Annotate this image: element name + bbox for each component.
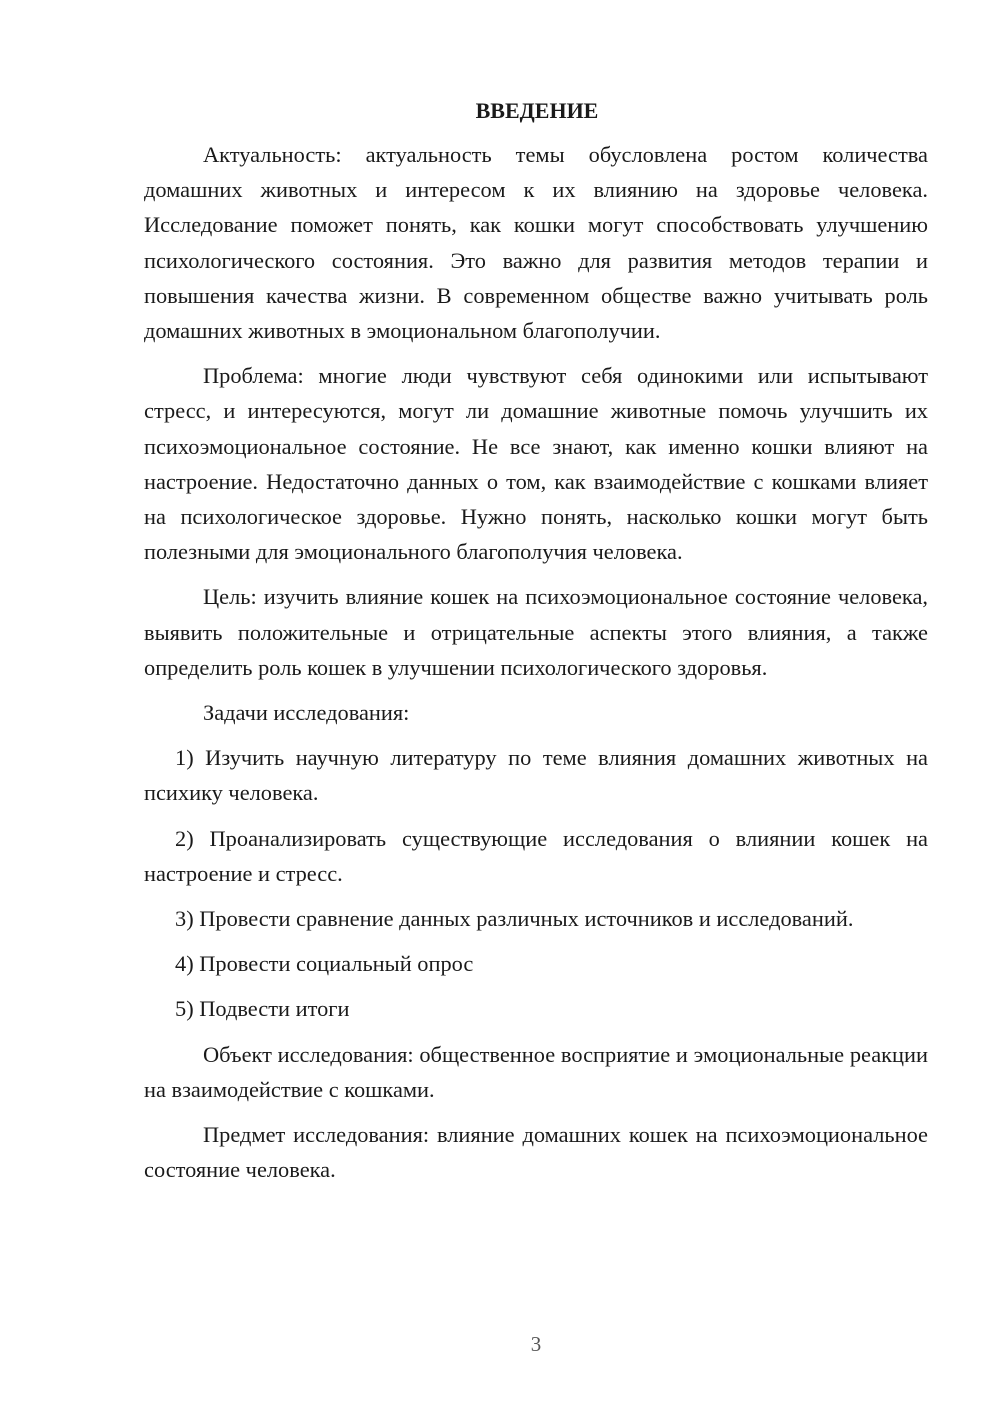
page-content [144,95,928,1197]
relevance-paragraph: Актуальность: актуальность темы обусловлена ростом количества домашних животных и интересом к их влиянию на здоровье человека. Исследование поможет понять, как кошки могут способствовать улучшению психологического состояния. Это важно для развития методов терапии и повышения качества жизни. В современном обществе важно учитывать роль домашних животных в эмоциональном благополучии. [144,142,928,344]
task-item: 4) Провести социальный опрос [175,951,474,977]
tasks-heading: Задачи исследования: [203,700,410,726]
goal-paragraph: Цель: изучить влияние кошек на психоэмоциональное состояние человека, выявить положительные и отрицательные аспекты этого влияния, а также определить роль кошек в улучшении психологического здоровья. [144,584,928,680]
section-title: ВВЕДЕНИЕ [475,98,599,123]
object-paragraph: Объект исследования: общественное восприятие и эмоциональные реакции на взаимодействие с кошками. [144,1041,928,1102]
problem-paragraph: Проблема: многие люди чувствуют себя одинокими или испытывают стресс, и интересуются, могут ли домашние животные помочь улучшить их психоэмоциональное состояние. Не все знают, как именно кошки влияют на настроение. Недостаточно данных о том, как взаимодействие с кошками влияет на психологическое здоровье. Нужно понять, насколько кошки могут быть полезными для эмоционального благополучия человека. [144,363,928,565]
task-item: 5) Подвести итоги [175,996,350,1022]
task-item: 2) Проанализировать существующие исследования о влиянии кошек на настроение и стресс. [144,825,928,886]
page-number: 3 [530,1332,542,1356]
task-item: 1) Изучить научную литературу по теме влияния домашних животных на психику человека. [144,745,928,806]
task-item: 3) Провести сравнение данных различных источников и исследований. [175,906,854,932]
subject-paragraph: Предмет исследования: влияние домашних кошек на психоэмоциональное состояние человека. [144,1122,928,1183]
